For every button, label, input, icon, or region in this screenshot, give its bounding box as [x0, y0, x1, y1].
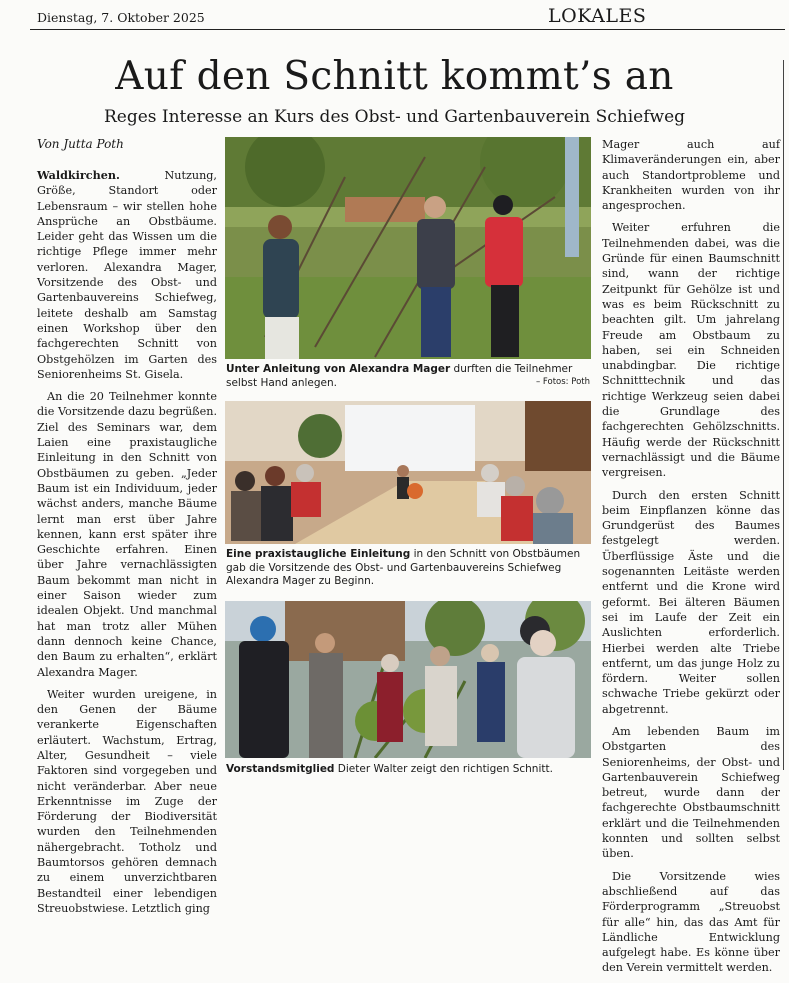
paragraph-6: Durch den ersten Schnitt beim Einpflanzen könne das Grundgerüst des Baumes festgelegt werden. Überflüssige Äste und die sogenannten Leitäste werden entfernt und die Krone wird geformt. Bei älteren Bäumen sei im Laufe der Zeit ein Auslichten erforderlich. Hierbei werden alte Triebe entfernt, um das junge Holz zu fördern. Weiter sollen schwache Triebe gekürzt oder abgetrennt. — [602, 488, 780, 716]
dateline: Waldkirchen. — [37, 168, 120, 182]
caption-2-text: in den Schnitt von Obstbäumen gab die Vorsitzende des Obst- und Gartenbauvereins Schiefweg Alexandra Mager zu Beginn. — [226, 548, 581, 587]
subheadline: Reges Interesse an Kurs des Obst- und Gartenbauverein Schiefweg — [103, 107, 686, 127]
caption-photo-3 — [226, 763, 592, 777]
paragraph-1 — [37, 168, 217, 382]
article-column-left — [37, 168, 217, 923]
paragraph-3: Weiter wurden ureigene, in den Genen der Bäume verankerte Eigenschaften erläutert. Wachstum, Ertrag, Alter, Gesundheit – viele Faktoren sind vorgegeben und nicht veränderbar. Aber neue Erkenntnisse im Zuge der Förderung der Biodiversität wurden den Teilnehmenden nähergebracht. Totholz und Baumtorsos gehören demnach zu einem unverzichtbaren Bestandteil einer lebendigen Streuobstwiese. Letztlich ging — [37, 687, 217, 915]
paragraph-8: Die Vorsitzende wies abschließend auf das Förderprogramm „Streuobst für alle“ hin, das das Amt für Ländliche Entwicklung aufgelegt habe. Es könne über den Verein vermittelt werden. — [602, 869, 780, 975]
caption-1-lead: Unter Anleitung von Alexandra Mager — [226, 363, 451, 375]
paragraph-4: Mager auch auf Klimaveränderungen ein, aber auch Standortprobleme und Krankheiten wurden von ihr angesprochen. — [602, 138, 780, 213]
byline: Von Jutta Poth — [37, 137, 124, 151]
caption-1-text: durften die Teilnehmer selbst Hand anlegen. — [226, 363, 573, 389]
header-date: Dienstag, 7. Oktober 2025 — [37, 10, 205, 25]
paragraph-7: Am lebenden Baum im Obstgarten des Seniorenheims, der Obst- und Gartenbauverein Schiefweg betreut, wurde dann der fachgerechte Obstbaumschnitt erklärt und die Teilnehmenden konnten und sollten selbst üben. — [602, 724, 780, 861]
section-label: LOKALES — [548, 5, 647, 27]
paragraph-1-text: Nutzung, Größe, Standort oder Lebensraum – wir stellen hohe Ansprüche an Obstbäume. Leider geht das Wissen um die richtige Pflege immer mehr verloren. Alexandra Mager, Vorsitzende des Obst- und Gartenbauvereins Schiefweg, leitete deshalb am Samstag einen Workshop über den fachgerechten Schnitt von Obstgehölzen im Garten des Seniorenheims St. Gisela. — [37, 169, 217, 381]
photo-garden-pruning — [225, 137, 591, 359]
paragraph-2: An die 20 Teilnehmer konnte die Vorsitzende dazu begrüßen. Ziel des Seminars war, dem Laien eine praxistaugliche Einleitung in den Schnitt von Obstbäumen zu geben. „Jeder Baum ist ein Individuum, jeder wächst anders, manche Bäume lernt man erst über Jahre kennen, kann erst später ihre Geschichte erfahren. Einen über Jahre vernachlässigten Baum bekommt man nicht in einer Saison wieder zum idealen Objekt. Und manchmal hat man trotz aller Mühen dann dennoch keine Chance, den Baum zu erhalten“, erklärt Alexandra Mager. — [37, 390, 217, 679]
article-column-right — [602, 137, 780, 983]
paragraph-5: Weiter erfuhren die Teilnehmenden dabei, was die Gründe für einen Baumschnitt sind, wann der richtige Zeitpunkt für Gehölze ist und was es beim Rückschnitt zu beachten gilt. Um jahrelang Freude am Obstbaum zu haben, sei ein Schneiden unabdingbar. Die richtige Schnitttechnik und das richtige Werkzeug seien dabei die Grundlage des fachgerechten Gehölzschnitts. Häufig werde der Rückschnitt vernachlässigt und die Bäume vergreisen. — [602, 221, 780, 480]
photo-credit: – Fotos: Poth — [535, 377, 590, 387]
photo-seminar-room — [225, 401, 591, 544]
right-column-rule — [783, 60, 784, 770]
caption-photo-2 — [226, 548, 592, 589]
caption-2-lead: Eine praxistaugliche Einleitung — [226, 548, 411, 560]
header-rule — [30, 29, 785, 30]
photo-board-member — [225, 601, 591, 758]
caption-3-text: Dieter Walter zeigt den richtigen Schnitt. — [334, 763, 553, 775]
headline: Auf den Schnitt kommt’s an — [115, 54, 674, 99]
caption-3-lead: Vorstandsmitglied — [226, 763, 335, 775]
